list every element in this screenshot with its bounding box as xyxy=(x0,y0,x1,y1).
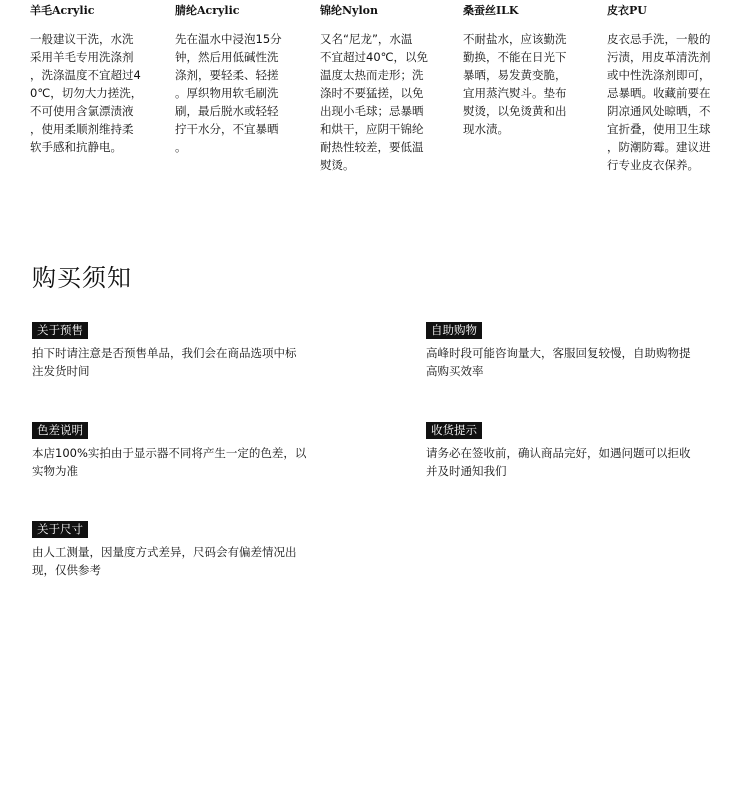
notice-self-purchase xyxy=(426,321,691,380)
fabric-care-wool xyxy=(30,2,165,156)
notice-tag: 自助购物 xyxy=(426,322,482,339)
fabric-title: 桑蚕丝ILK xyxy=(463,4,519,17)
notice-tag: 关于预售 xyxy=(32,322,88,339)
fabric-title: 羊毛Acrylic xyxy=(30,4,95,17)
notice-presale xyxy=(32,321,297,380)
notice-text: 由人工测量，因量度方式差异，尺码会有偏差情况出 现，仅供参考 xyxy=(32,545,297,577)
notice-tag: 关于尺寸 xyxy=(32,521,88,538)
fabric-care-text: 一般建议干洗，水洗 采用羊毛专用洗涤剂 ，洗涤温度不宜超过4 0℃，切勿大力搓洗， 不可使用含氯漂渍液 ，使用柔顺剂维持柔 软手感和抗静电。 xyxy=(30,32,143,154)
fabric-care-text: 不耐盐水，应该勤洗 勤换，不能在日光下 暴晒，易发黄变脆， 宜用蒸汽熨斗。垫布 熨烫，以免烫黄和出 现水渍。 xyxy=(463,32,567,136)
fabric-care-silk xyxy=(463,2,598,138)
fabric-title: 皮衣PU xyxy=(607,4,647,17)
notice-text: 请务必在签收前，确认商品完好，如遇问题可以拒收 并及时通知我们 xyxy=(426,446,691,478)
notice-color-difference xyxy=(32,421,306,480)
fabric-care-nylon xyxy=(320,2,455,174)
notice-tag: 收货提示 xyxy=(426,422,482,439)
fabric-care-text: 先在温水中浸泡15分 钟，然后用低碱性洗 涤剂，要轻柔、轻搓 。厚织物用软毛刷洗 刷，最后脱水或轻轻 拧干水分，不宜暴晒 。 xyxy=(175,32,282,154)
notice-text: 拍下时请注意是否预售单品，我们会在商品选项中标 注发货时间 xyxy=(32,346,297,378)
fabric-care-text: 又名“尼龙”，水温 不宜超过40℃，以免 温度太热而走形；洗 涤时不要猛搓，以免 出现小毛球；忌暴晒 和烘干，应阴干锦纶 耐热性较差，要低温 熨烫。 xyxy=(320,32,429,172)
notice-receipt xyxy=(426,421,691,480)
notice-text: 本店100%实拍由于显示器不同将产生一定的色差，以 实物为准 xyxy=(32,446,307,478)
fabric-title: 锦纶Nylon xyxy=(320,4,378,17)
fabric-care-acrylic xyxy=(175,2,310,156)
fabric-care-text: 皮衣忌手洗，一般的 污渍，用皮革清洗剂 或中性洗涤剂即可， 忌暴晒。收藏前要在 阴凉通风处晾晒，不 宜折叠，使用卫生球 ，防潮防霉。建议进 行专业皮衣保养。 xyxy=(607,32,711,172)
purchase-notice-title: 购买须知 xyxy=(32,264,132,292)
notice-text: 高峰时段可能咨询量大，客服回复较慢，自助购物提 高购买效率 xyxy=(426,346,691,378)
notice-tag: 色差说明 xyxy=(32,422,88,439)
notice-size xyxy=(32,520,297,579)
fabric-care-pu-leather xyxy=(607,2,747,174)
fabric-title: 腈纶Acrylic xyxy=(175,4,240,17)
